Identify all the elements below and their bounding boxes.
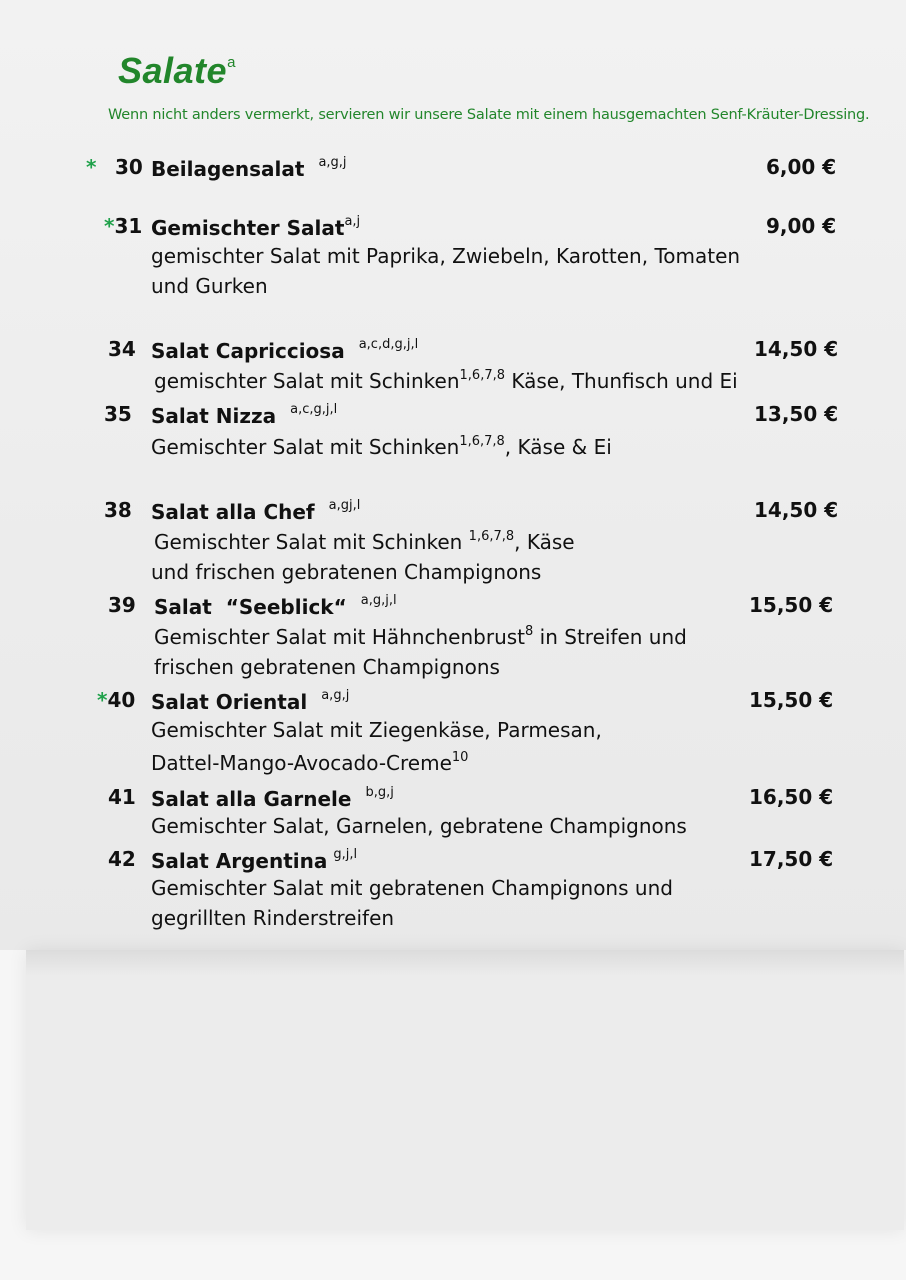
item-number: 35 xyxy=(104,402,132,426)
title-allergen-sup: a xyxy=(227,54,236,71)
item-price: 13,50 € xyxy=(754,402,839,426)
item-description: Gemischter Salat mit Schinken $^{1,6,7,8}$, Käse xyxy=(154,529,575,554)
item-name: Salat Argentina $^{g,j,l}$ xyxy=(151,847,358,873)
item-name: Salat Oriental $^{a,g,j}$ xyxy=(151,688,350,714)
item-star: * xyxy=(86,155,97,179)
item-name: Beilagensalat $^{a,g,j}$ xyxy=(151,155,347,181)
item-name: Salat Capricciosa $^{a,c,d,g,j,l}$ xyxy=(151,337,419,363)
page-subtitle: Wenn nicht anders vermerkt, servieren wir unsere Salate mit einem hausgemachten Senf-Kräuter-Dressing. xyxy=(108,107,870,123)
item-number: *31 xyxy=(104,214,143,238)
item-number: 38 xyxy=(104,498,132,522)
item-description: und frischen gebratenen Champignons xyxy=(151,560,542,584)
page-title: Salate$^a$ xyxy=(118,50,236,91)
item-description: und Gurken xyxy=(151,274,268,298)
item-allergens: a,gj,l xyxy=(328,498,361,513)
item-name: Salat alla Chef $^{a,gj,l}$ xyxy=(151,498,361,524)
item-number: 30 xyxy=(115,155,143,179)
item-price: 14,50 € xyxy=(754,498,839,522)
item-price: 6,00 € xyxy=(766,155,837,179)
item-allergens: a,j xyxy=(344,214,361,229)
page-shadow xyxy=(26,950,904,1230)
item-description: Dattel-Mango-Avocado-Creme$^{10}$ xyxy=(151,750,469,775)
item-name: Salat Nizza $^{a,c,g,j,l}$ xyxy=(151,402,338,428)
item-number: 39 xyxy=(108,593,136,617)
item-number: 42 xyxy=(108,847,136,871)
item-description: gemischter Salat mit Schinken$^{1,6,7,8}$ Käse, Thunfisch und Ei xyxy=(154,368,738,393)
item-price: 9,00 € xyxy=(766,214,837,238)
item-price: 15,50 € xyxy=(749,593,834,617)
item-number: *40 xyxy=(97,688,136,712)
item-allergens: g,j,l xyxy=(333,847,358,862)
item-allergens: a,c,g,j,l xyxy=(290,402,338,417)
item-number: 34 xyxy=(108,337,136,361)
item-description: Gemischter Salat mit gebratenen Champignons und xyxy=(151,876,673,900)
item-allergens: a,c,d,g,j,l xyxy=(358,337,419,352)
item-description: Gemischter Salat mit Ziegenkäse, Parmesan, xyxy=(151,718,602,742)
item-allergens: a,g,j xyxy=(318,155,347,170)
item-price: 17,50 € xyxy=(749,847,834,871)
item-name: Salat alla Garnele $^{b,g,j}$ xyxy=(151,785,394,811)
item-allergens: a,g,j xyxy=(321,688,350,703)
item-description: frischen gebratenen Champignons xyxy=(154,655,500,679)
item-name: Salat “Seeblick“ $^{a,g,j,l}$ xyxy=(154,593,397,619)
item-price: 15,50 € xyxy=(749,688,834,712)
item-number: 41 xyxy=(108,785,136,809)
item-description: Gemischter Salat mit Schinken$^{1,6,7,8}$, Käse & Ei xyxy=(151,434,612,459)
item-description: gemischter Salat mit Paprika, Zwiebeln, Karotten, Tomaten xyxy=(151,244,741,268)
item-description: Gemischter Salat mit Hähnchenbrust$^8$ in Streifen und xyxy=(154,624,687,649)
item-price: 14,50 € xyxy=(754,337,839,361)
item-name: Gemischter Salat$^{a,j}$ xyxy=(151,214,361,240)
item-allergens: b,g,j xyxy=(365,785,394,800)
item-description: Gemischter Salat, Garnelen, gebratene Champignons xyxy=(151,814,687,838)
item-price: 16,50 € xyxy=(749,785,834,809)
item-allergens: a,g,j,l xyxy=(360,593,397,608)
item-description: gegrillten Rinderstreifen xyxy=(151,906,395,930)
